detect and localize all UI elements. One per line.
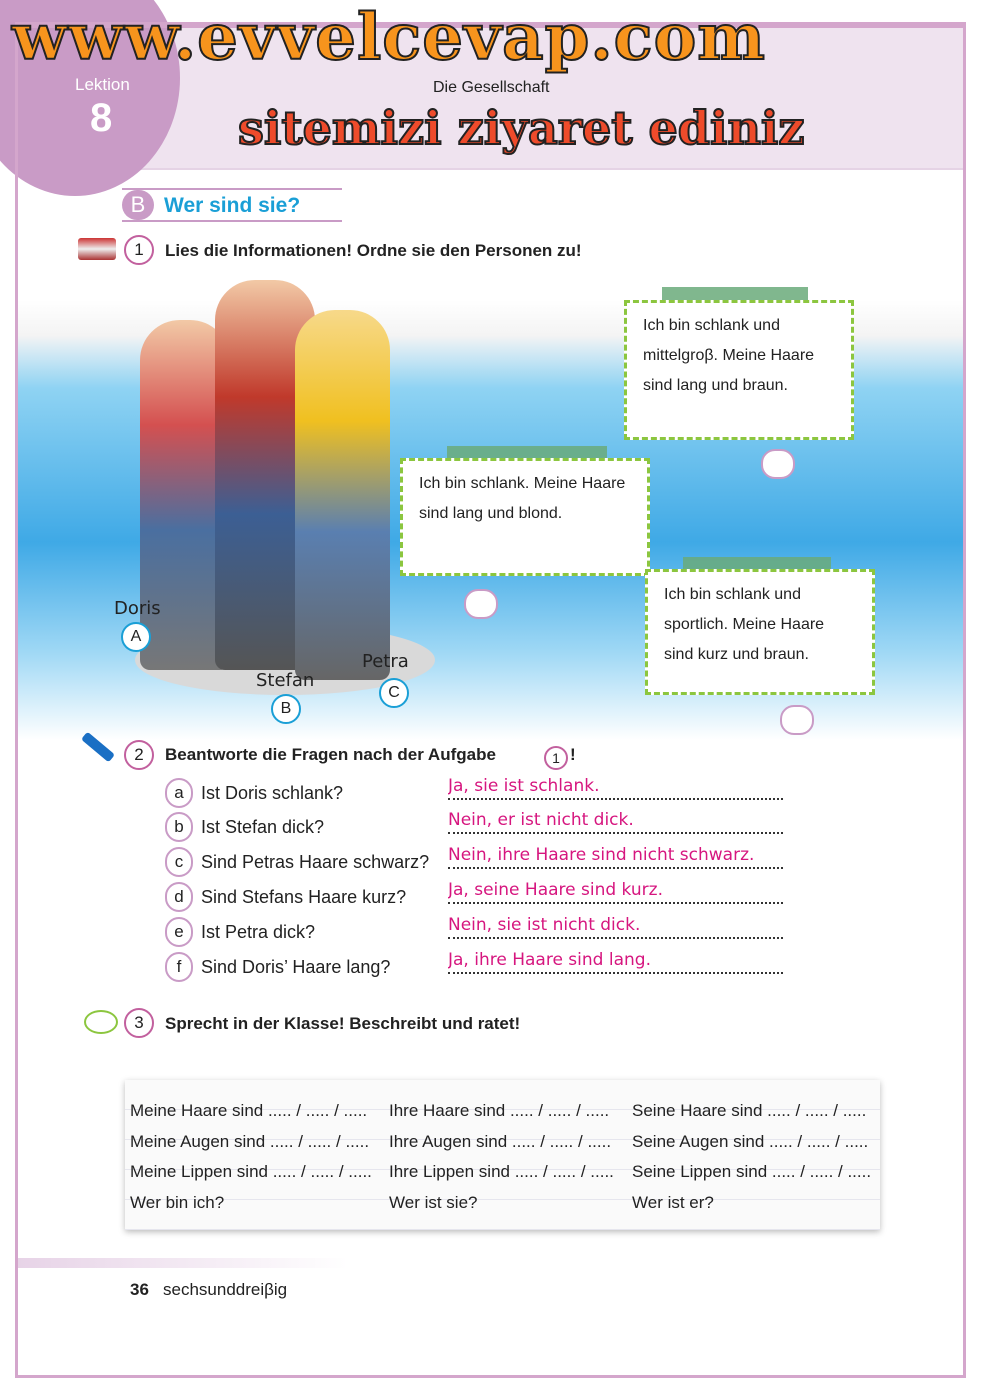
notepaper	[125, 1080, 880, 1230]
speech-icon	[84, 1010, 118, 1034]
exclamation: !	[570, 745, 576, 764]
phrase: Ihre Haare sind ..... / ..... / .....	[389, 1101, 610, 1120]
exercise-number: 3	[124, 1008, 154, 1038]
question-text: Sind Stefans Haare kurz?	[201, 887, 407, 907]
books-icon	[78, 238, 116, 260]
phrase-column	[632, 1096, 871, 1218]
answer-slot[interactable]	[464, 589, 498, 619]
phrase-column	[130, 1096, 372, 1218]
page-number: 36	[130, 1280, 149, 1299]
person-name: Doris	[114, 598, 161, 619]
photo-petra	[295, 310, 390, 680]
question-text: Ist Stefan dick?	[201, 817, 325, 837]
question-letter: a	[165, 778, 193, 808]
answer-field[interactable]: Nein, ihre Haare sind nicht schwarz.	[448, 845, 783, 869]
exercise-reference: 1	[544, 746, 568, 770]
phrase: Wer ist sie?	[389, 1192, 478, 1212]
speech-bubble: Ich bin schlank und sportlich. Meine Haare sind kurz und braun.	[645, 569, 875, 695]
question-letter: d	[165, 882, 193, 912]
answer-slot[interactable]	[761, 449, 795, 479]
question-letter: f	[165, 952, 193, 982]
section-heading	[122, 188, 342, 222]
answer-field[interactable]: Ja, seine Haare sind kurz.	[448, 880, 783, 904]
section-title: Wer sind sie?	[164, 194, 301, 217]
answer-field[interactable]: Ja, ihre Haare sind lang.	[448, 950, 783, 974]
question-text: Sind Petras Haare schwarz?	[201, 852, 430, 872]
question-text: Ist Petra dick?	[201, 922, 316, 942]
phrase: Seine Lippen sind ..... / ..... / .....	[632, 1162, 872, 1181]
footer-band	[18, 1258, 348, 1268]
answer-slot[interactable]	[780, 705, 814, 735]
person-name: Petra	[362, 651, 409, 672]
phrase: Meine Lippen sind ..... / ..... / .....	[130, 1162, 372, 1181]
watermark-url: www.evvelcevap.com	[12, 0, 766, 75]
chapter-title: Die Gesellschaft	[433, 79, 550, 96]
question-row	[165, 952, 785, 982]
phrase: Wer bin ich?	[130, 1192, 225, 1212]
question-letter: c	[165, 847, 193, 877]
question-row	[165, 812, 785, 842]
exercise-instruction: Beantworte die Fragen nach der Aufgabe	[165, 745, 496, 764]
person-name: Stefan	[256, 670, 315, 691]
question-row	[165, 847, 785, 877]
exercise-instruction: Sprecht in der Klasse! Beschreibt und ratet!	[165, 1014, 521, 1033]
person-label: A	[121, 622, 151, 652]
exercise-number: 1	[124, 235, 154, 265]
answer-field[interactable]: Nein, sie ist nicht dick.	[448, 915, 783, 939]
lesson-number: 8	[90, 96, 113, 140]
phrase: Meine Haare sind ..... / ..... / .....	[130, 1101, 368, 1120]
person-label: B	[271, 694, 301, 724]
answer-field[interactable]: Nein, er ist nicht dick.	[448, 810, 783, 834]
question-text: Ist Doris schlank?	[201, 783, 344, 803]
page-number-word: sechsunddreiβig	[163, 1280, 288, 1299]
speech-bubble: Ich bin schlank. Meine Haare sind lang und blond.	[400, 458, 650, 576]
phrase: Ihre Augen sind ..... / ..... / .....	[389, 1131, 612, 1151]
exercise-instruction: Lies die Informationen! Ordne sie den Personen zu!	[165, 241, 582, 260]
speech-bubble: Ich bin schlank und mittelgroβ. Meine Haare sind lang und braun.	[624, 300, 854, 440]
phrase-column	[389, 1096, 614, 1218]
person-label: C	[379, 678, 409, 708]
question-row	[165, 917, 785, 947]
exercise-number: 2	[124, 740, 154, 770]
phrase: Seine Haare sind ..... / ..... / .....	[632, 1101, 867, 1120]
question-row	[165, 778, 785, 808]
phrase: Meine Augen sind ..... / ..... / .....	[130, 1131, 370, 1151]
section-letter: B	[122, 190, 154, 220]
phrase: Seine Augen sind ..... / ..... / .....	[632, 1131, 869, 1151]
watermark-slogan: sitemizi ziyaret ediniz	[238, 101, 805, 155]
question-letter: e	[165, 917, 193, 947]
answer-field[interactable]: Ja, sie ist schlank.	[448, 776, 783, 800]
phrase: Wer ist er?	[632, 1192, 714, 1212]
lesson-label: Lektion	[75, 75, 130, 94]
question-text: Sind Doris’ Haare lang?	[201, 957, 391, 977]
question-row	[165, 882, 785, 912]
phrase: Ihre Lippen sind ..... / ..... / .....	[389, 1162, 614, 1181]
question-letter: b	[165, 812, 193, 842]
